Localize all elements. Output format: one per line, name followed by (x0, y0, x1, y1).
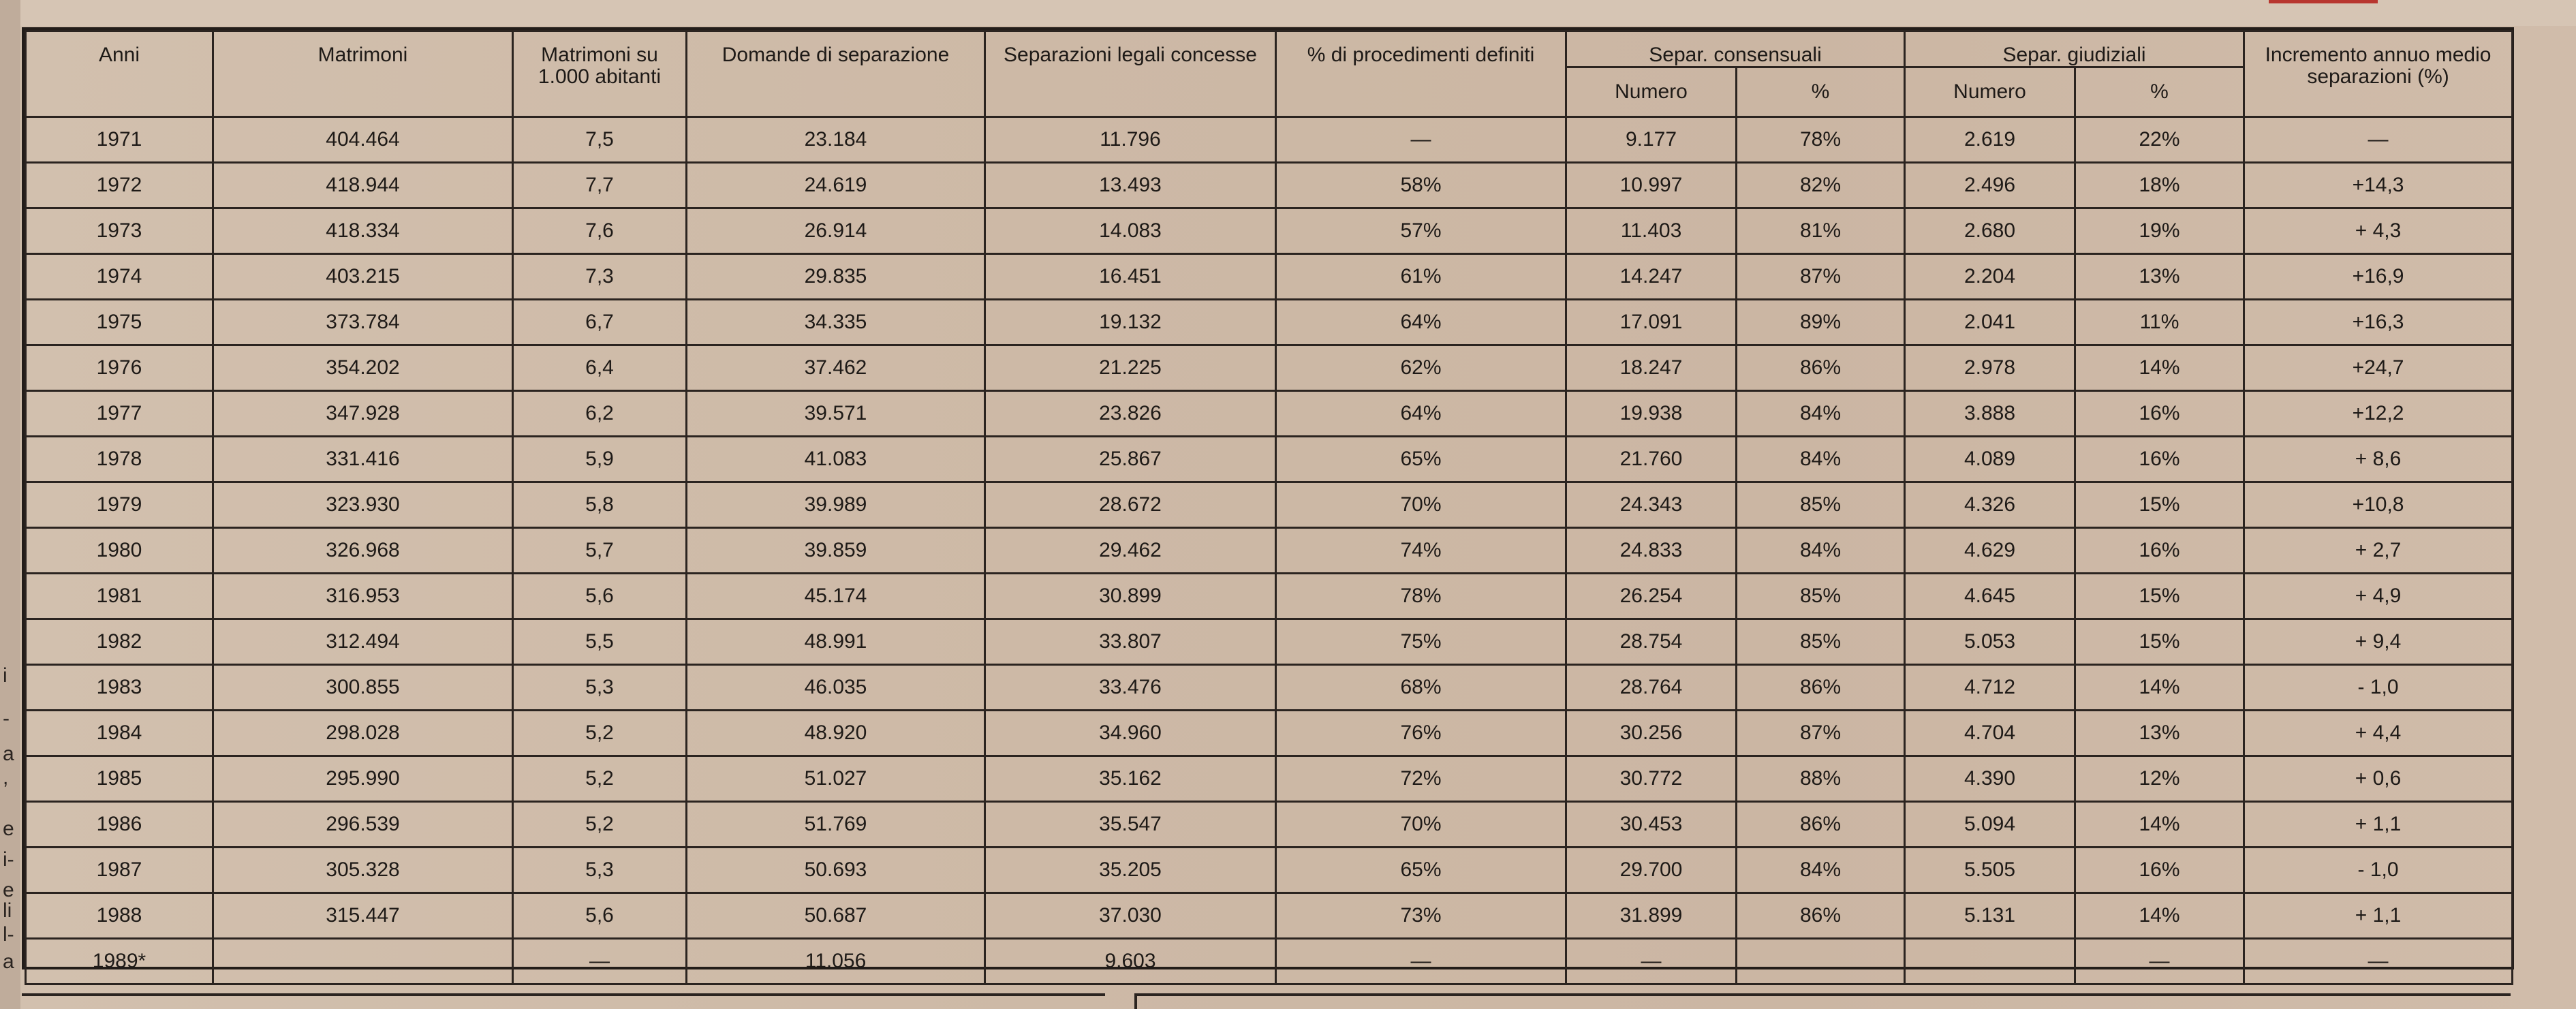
table-row (26, 574, 2513, 619)
table-cell: 48.991 (687, 619, 985, 665)
table-cell (1737, 939, 1905, 984)
table-row (26, 802, 2513, 848)
table-cell: 11.403 (1566, 208, 1737, 254)
header-matrimoni: Matrimoni (213, 31, 513, 117)
table-cell: 86% (1737, 665, 1905, 711)
table-cell: 5,6 (513, 574, 687, 619)
table-cell: 72% (1276, 756, 1566, 802)
table-cell: 29.462 (985, 528, 1276, 574)
table-cell: 18% (2075, 163, 2244, 208)
table-cell: +10,8 (2244, 482, 2513, 528)
table-cell: 312.494 (213, 619, 513, 665)
table-cell: 13.493 (985, 163, 1276, 208)
table-cell: - 1,0 (2244, 665, 2513, 711)
table-cell: 17.091 (1566, 300, 1737, 345)
table-cell: 13% (2075, 711, 2244, 756)
table-cell: 1971 (26, 117, 213, 163)
table-cell: 65% (1276, 437, 1566, 482)
table-cell: 86% (1737, 345, 1905, 391)
table-cell: 84% (1737, 437, 1905, 482)
table-cell: 1979 (26, 482, 213, 528)
table-cell: 295.990 (213, 756, 513, 802)
table-cell: — (1276, 117, 1566, 163)
table-cell: 5.094 (1905, 802, 2075, 848)
table-cell: 404.464 (213, 117, 513, 163)
table-cell: 41.083 (687, 437, 985, 482)
table-cell: 25.867 (985, 437, 1276, 482)
table-cell: 15% (2075, 619, 2244, 665)
table-cell: 6,4 (513, 345, 687, 391)
table-cell: 57% (1276, 208, 1566, 254)
table-cell: 1973 (26, 208, 213, 254)
table-cell: 326.968 (213, 528, 513, 574)
table-cell: — (513, 939, 687, 984)
table-cell: 51.769 (687, 802, 985, 848)
table-cell: 4.629 (1905, 528, 2075, 574)
table-row (26, 117, 2513, 163)
table-cell: +12,2 (2244, 391, 2513, 437)
table-cell: 78% (1276, 574, 1566, 619)
table-row (26, 300, 2513, 345)
table-cell: 14.083 (985, 208, 1276, 254)
table-cell: 48.920 (687, 711, 985, 756)
table-cell: 1974 (26, 254, 213, 300)
margin-char: e (3, 818, 14, 840)
table-cell: 14% (2075, 345, 2244, 391)
table-row (26, 848, 2513, 893)
table-cell (213, 939, 513, 984)
table-cell: 300.855 (213, 665, 513, 711)
table-cell: 1975 (26, 300, 213, 345)
table-cell: 50.693 (687, 848, 985, 893)
table-cell: 9.177 (1566, 117, 1737, 163)
table-cell: 28.764 (1566, 665, 1737, 711)
margin-char: i (3, 664, 7, 687)
marriage-separation-table (25, 30, 2513, 985)
table-cell: 62% (1276, 345, 1566, 391)
table-row (26, 711, 2513, 756)
table-cell: 16.451 (985, 254, 1276, 300)
table-cell: 5,8 (513, 482, 687, 528)
header-incremento: Incremento annuo medio separazioni (%) (2244, 31, 2513, 117)
table-cell: 37.030 (985, 893, 1276, 939)
table-cell: 4.712 (1905, 665, 2075, 711)
table-cell: 19.132 (985, 300, 1276, 345)
table-cell: 45.174 (687, 574, 985, 619)
table-cell: 418.944 (213, 163, 513, 208)
table-cell: 75% (1276, 619, 1566, 665)
table-body (26, 117, 2513, 984)
margin-char: i- (3, 848, 14, 871)
table-cell: 39.571 (687, 391, 985, 437)
table-row (26, 391, 2513, 437)
table-cell: + 9,4 (2244, 619, 2513, 665)
header-procedimenti: % di procedimenti definiti (1276, 31, 1566, 117)
header-domande: Domande di separazione (687, 31, 985, 117)
table-cell: 78% (1737, 117, 1905, 163)
table-cell: 305.328 (213, 848, 513, 893)
table-cell: 30.899 (985, 574, 1276, 619)
table-cell: 84% (1737, 848, 1905, 893)
table-cell: 24.343 (1566, 482, 1737, 528)
table-cell: 73% (1276, 893, 1566, 939)
table-cell: +16,3 (2244, 300, 2513, 345)
table-cell: 4.704 (1905, 711, 2075, 756)
table-cell: 16% (2075, 528, 2244, 574)
table-cell: 1972 (26, 163, 213, 208)
table-row (26, 665, 2513, 711)
table-cell: 31.899 (1566, 893, 1737, 939)
subheader-giudiziali-numero: Numero (1905, 67, 2075, 117)
table-cell: — (2244, 939, 2513, 984)
table-cell: 22% (2075, 117, 2244, 163)
table-cell: 1978 (26, 437, 213, 482)
table-cell: + 4,9 (2244, 574, 2513, 619)
left-margin-column (0, 0, 20, 1009)
table-row (26, 163, 2513, 208)
table-cell: 5,2 (513, 802, 687, 848)
table-cell: 347.928 (213, 391, 513, 437)
statistics-table-frame (22, 27, 2514, 972)
table-cell: 1977 (26, 391, 213, 437)
table-cell: 354.202 (213, 345, 513, 391)
table-cell: 4.390 (1905, 756, 2075, 802)
table-cell: 1986 (26, 802, 213, 848)
table-cell: 5.131 (1905, 893, 2075, 939)
margin-char: li (3, 899, 12, 922)
table-cell: 35.547 (985, 802, 1276, 848)
table-cell: 2.204 (1905, 254, 2075, 300)
table-cell: 89% (1737, 300, 1905, 345)
table-cell: 37.462 (687, 345, 985, 391)
table-cell: 21.225 (985, 345, 1276, 391)
table-cell: 30.772 (1566, 756, 1737, 802)
table-cell: 39.859 (687, 528, 985, 574)
table-cell: 1976 (26, 345, 213, 391)
table-row (26, 345, 2513, 391)
table-cell: 373.784 (213, 300, 513, 345)
table-row (26, 437, 2513, 482)
table-cell: 5,7 (513, 528, 687, 574)
table-cell: 1989* (26, 939, 213, 984)
table-cell: 16% (2075, 848, 2244, 893)
bottom-box-border-left (22, 993, 1105, 996)
table-cell: 15% (2075, 482, 2244, 528)
table-cell: 23.184 (687, 117, 985, 163)
table-cell: 19% (2075, 208, 2244, 254)
table-cell: 70% (1276, 482, 1566, 528)
table-cell: 19.938 (1566, 391, 1737, 437)
table-cell: 6,2 (513, 391, 687, 437)
table-cell: — (1566, 939, 1737, 984)
table-cell: 29.835 (687, 254, 985, 300)
page-top-strip (0, 0, 2576, 26)
table-cell: 18.247 (1566, 345, 1737, 391)
table-cell: 39.989 (687, 482, 985, 528)
table-cell: 12% (2075, 756, 2244, 802)
table-cell: 418.334 (213, 208, 513, 254)
table-cell: 14% (2075, 893, 2244, 939)
table-cell: 16% (2075, 437, 2244, 482)
table-cell: 331.416 (213, 437, 513, 482)
table-cell: + 8,6 (2244, 437, 2513, 482)
header-giudiziali: Separ. giudiziali (1905, 31, 2244, 67)
bottom-box-border-right (1134, 993, 2511, 996)
header-anni: Anni (26, 31, 213, 117)
table-cell: 86% (1737, 893, 1905, 939)
table-cell: — (2075, 939, 2244, 984)
table-cell: 35.205 (985, 848, 1276, 893)
table-cell: 6,7 (513, 300, 687, 345)
table-cell: 64% (1276, 391, 1566, 437)
table-cell: 28.754 (1566, 619, 1737, 665)
table-cell: 24.833 (1566, 528, 1737, 574)
table-cell: 88% (1737, 756, 1905, 802)
table-cell: 298.028 (213, 711, 513, 756)
table-cell: 7,3 (513, 254, 687, 300)
table-row (26, 893, 2513, 939)
table-cell: 87% (1737, 254, 1905, 300)
table-cell: 4.326 (1905, 482, 2075, 528)
table-cell: 1982 (26, 619, 213, 665)
table-cell: — (1276, 939, 1566, 984)
table-row (26, 482, 2513, 528)
table-cell: 21.760 (1566, 437, 1737, 482)
table-cell: 2.978 (1905, 345, 2075, 391)
table-cell: +16,9 (2244, 254, 2513, 300)
table-cell: 5,2 (513, 756, 687, 802)
table-cell: 1987 (26, 848, 213, 893)
table-cell: 33.476 (985, 665, 1276, 711)
table-cell: 10.997 (1566, 163, 1737, 208)
table-cell: 14% (2075, 665, 2244, 711)
table-cell: 315.447 (213, 893, 513, 939)
margin-char: a (3, 743, 14, 765)
table-cell: 35.162 (985, 756, 1276, 802)
table-cell: 16% (2075, 391, 2244, 437)
table-cell: 29.700 (1566, 848, 1737, 893)
table-cell: + 0,6 (2244, 756, 2513, 802)
table-cell: 76% (1276, 711, 1566, 756)
header-matrimoni-abitanti: Matrimoni su 1.000 abitanti (513, 31, 687, 117)
table-cell: 30.453 (1566, 802, 1737, 848)
table-cell: 5.505 (1905, 848, 2075, 893)
table-cell: 403.215 (213, 254, 513, 300)
table-cell: 26.254 (1566, 574, 1737, 619)
header-separazioni-concesse: Separazioni legali concesse (985, 31, 1276, 117)
table-cell: 1981 (26, 574, 213, 619)
table-cell: 23.826 (985, 391, 1276, 437)
table-cell: 68% (1276, 665, 1566, 711)
table-cell: 5,9 (513, 437, 687, 482)
subheader-consensuali-percent: % (1737, 67, 1905, 117)
bottom-box-edge (1134, 993, 1137, 1009)
table-cell: 5,5 (513, 619, 687, 665)
table-cell: 5,6 (513, 893, 687, 939)
table-cell: - 1,0 (2244, 848, 2513, 893)
table-cell: 26.914 (687, 208, 985, 254)
table-cell: 11.056 (687, 939, 985, 984)
table-cell: 9.603 (985, 939, 1276, 984)
table-cell: 296.539 (213, 802, 513, 848)
table-cell: 34.335 (687, 300, 985, 345)
table-cell: + 1,1 (2244, 802, 2513, 848)
margin-char: e (3, 879, 14, 901)
header-consensuali: Separ. consensuali (1566, 31, 1905, 67)
margin-char: l- (3, 923, 14, 946)
table-cell: + 4,3 (2244, 208, 2513, 254)
table-row (26, 756, 2513, 802)
table-cell: 24.619 (687, 163, 985, 208)
table-cell: +24,7 (2244, 345, 2513, 391)
table-row (26, 939, 2513, 984)
table-cell: 85% (1737, 574, 1905, 619)
table-cell: 4.089 (1905, 437, 2075, 482)
header-row (26, 31, 2513, 67)
table-cell: 86% (1737, 802, 1905, 848)
table-cell: 33.807 (985, 619, 1276, 665)
subheader-giudiziali-percent: % (2075, 67, 2244, 117)
table-row (26, 528, 2513, 574)
table-cell: 34.960 (985, 711, 1276, 756)
table-cell: 28.672 (985, 482, 1276, 528)
table-cell: 50.687 (687, 893, 985, 939)
margin-char: , (3, 766, 9, 789)
table-cell: 5,2 (513, 711, 687, 756)
table-cell: 5,3 (513, 848, 687, 893)
table-cell: 2.041 (1905, 300, 2075, 345)
table-cell: 7,7 (513, 163, 687, 208)
table-cell: 7,5 (513, 117, 687, 163)
table-cell: 2.496 (1905, 163, 2075, 208)
table-cell: 11.796 (985, 117, 1276, 163)
table-cell: 2.680 (1905, 208, 2075, 254)
table-row (26, 619, 2513, 665)
table-cell: 51.027 (687, 756, 985, 802)
table-cell (1905, 939, 2075, 984)
table-cell: 1983 (26, 665, 213, 711)
table-cell: 58% (1276, 163, 1566, 208)
table-cell: 74% (1276, 528, 1566, 574)
table-cell: — (2244, 117, 2513, 163)
table-cell: 1985 (26, 756, 213, 802)
table-cell: 84% (1737, 391, 1905, 437)
table-cell: 1980 (26, 528, 213, 574)
table-cell: 7,6 (513, 208, 687, 254)
table-cell: 14.247 (1566, 254, 1737, 300)
table-cell: 84% (1737, 528, 1905, 574)
table-cell: 70% (1276, 802, 1566, 848)
table-cell: 82% (1737, 163, 1905, 208)
table-cell: 46.035 (687, 665, 985, 711)
table-cell: 3.888 (1905, 391, 2075, 437)
subheader-consensuali-numero: Numero (1566, 67, 1737, 117)
table-cell: 2.619 (1905, 117, 2075, 163)
table-cell: 64% (1276, 300, 1566, 345)
table-cell: 61% (1276, 254, 1566, 300)
table-cell: 1984 (26, 711, 213, 756)
table-cell: + 1,1 (2244, 893, 2513, 939)
table-cell: 14% (2075, 802, 2244, 848)
table-cell: 65% (1276, 848, 1566, 893)
table-cell: 81% (1737, 208, 1905, 254)
table-cell: 85% (1737, 619, 1905, 665)
table-cell: 316.953 (213, 574, 513, 619)
table-cell: 5,3 (513, 665, 687, 711)
margin-char: - (3, 707, 10, 730)
table-cell: 85% (1737, 482, 1905, 528)
table-cell: 15% (2075, 574, 2244, 619)
table-cell: 30.256 (1566, 711, 1737, 756)
table-cell: + 4,4 (2244, 711, 2513, 756)
table-cell: 4.645 (1905, 574, 2075, 619)
margin-char: a (3, 950, 14, 973)
table-cell: 323.930 (213, 482, 513, 528)
table-cell: + 2,7 (2244, 528, 2513, 574)
table-cell: 13% (2075, 254, 2244, 300)
table-cell: 87% (1737, 711, 1905, 756)
table-cell: 5.053 (1905, 619, 2075, 665)
table-row (26, 254, 2513, 300)
red-accent-line (2269, 0, 2378, 3)
table-row (26, 208, 2513, 254)
table-cell: 11% (2075, 300, 2244, 345)
table-cell: +14,3 (2244, 163, 2513, 208)
table-cell: 1988 (26, 893, 213, 939)
